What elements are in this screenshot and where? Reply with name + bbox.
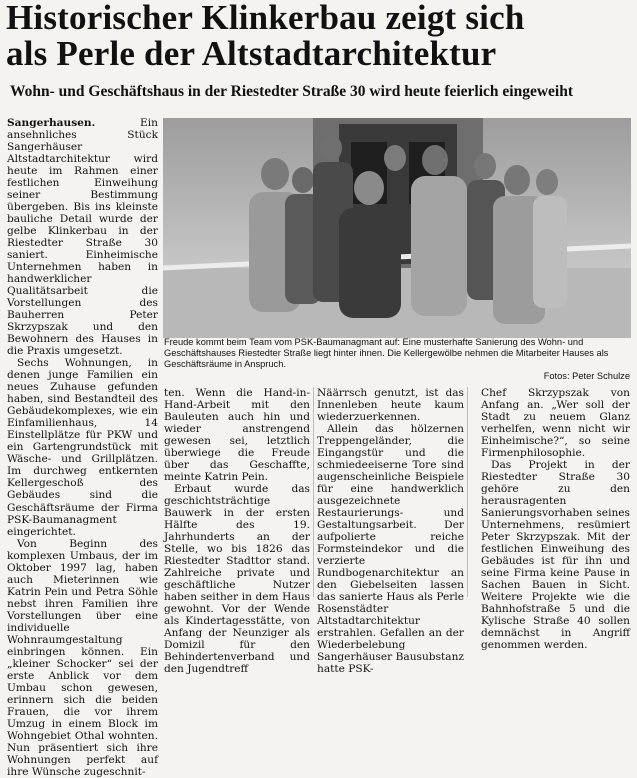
article-column-1 [7, 117, 158, 778]
col4-paragraph-1: Chef Skrzypszak von Anfang an. „Wer soll der Stadt zu neuem Glanz verhelfen, wenn nicht wir Einheimische?“, so seine Firmenphilosophie. [481, 387, 630, 460]
col4-paragraph-2: Das Projekt in der Riestedter Straße 30 gehöre zu den herausragenten Sanierungsvorhaben seines Unternehmens, resümiert Peter Skrzypszak. Mit der festlichen Einweihung des Gebäudes ist für ihn und seine Firma keine Pause in Sachen Bauen in Sicht. Weitere Projekte wie die Bahnhofstraße 5 und die Kylische Straße 40 sollen demnächst in Angriff genommen werden. [481, 459, 630, 652]
article-column-2 [164, 387, 310, 675]
headline [6, 0, 632, 72]
news-photo [163, 118, 631, 338]
column-divider-1 [313, 387, 314, 597]
col3-paragraph-2: Allein das hölzernen Treppengeländer, die Eingangstür und die schmiedeeiserne Tore sind augenscheinliche Beispiele für eine handwerklich ausgezeichnete Restaurierungs- und Gestaltungsarbeit. Der aufpolierte reiche Formsteindekor und die verzierte Rundbogenarchitektur an den Giebelseiten lassen das sanierte Haus als Perle Rosenstädter Altstadtarchitektur erstrahlen. Gefallen an der Wiederbelebung Sangerhäuser Bausubstanz hatte PSK- [317, 423, 464, 676]
photo-caption [164, 337, 630, 382]
col1-paragraph-1-text: Ein ansehnliches Stück Sangerhäuser Altstadtarchitektur wird heute im Rahmen einer festlichen Einweihung seiner Bestimmung übergeben. Bis ins kleinste bauliche Detail wurde der gelbe Klinkerbau in der Riestedter Straße 30 saniert. Einheimische Unternehmen haben in handwerklicher Qualitätsarbeit die Vorstellungen des Bauherren Peter Skrzypszak und den Bewohnern des Hauses in die Praxis umgesetzt. [7, 117, 158, 358]
col3-paragraph-1: Näärrsch genutzt, ist das Innenleben heute kaum wiederzuerkennen. [317, 387, 464, 424]
photo-caption-text: Freude kommt beim Team vom PSK-Baumanagmant auf: Eine musterhafte Sanierung des Wohn- und Geschäftshauses Riestedter Straße liegt hinter ihnen. Die Kellergewölbe nehmen die Mitarbeiter Hauses als Geschäftsräume in Anspruch. [164, 337, 609, 370]
dateline: Sangerhausen. [7, 117, 96, 129]
article-column-3 [317, 387, 464, 675]
col2-paragraph-1: ten. Wenn die Hand-in-Hand-Arbeit mit den Bauleuten auch hin und wieder anstrengend gewesen sei, letztlich überwiege die Freude über das Geschaffte, meinte Katrin Pein. [164, 387, 310, 484]
headline-line-1: Historischer Klinkerbau zeigt sich [6, 0, 525, 37]
group-photo-illustration [163, 118, 631, 338]
col1-paragraph-3: Von Beginn des komplexen Umbaus, der im Oktober 1997 lag, haben auch Mieterinnen wie Katrin Pein und Petra Söhle nebst ihren Familien ihre Vorstellungen über eine individuelle Wohnraumgestaltung einbringen können. Ein „kleiner Schocker“ sei der erste Anblick vor dem Umbau schon gewesen, erinnern sich die beiden Frauen, die vor ihrem Umzug in einem Block im Wohngebiet Othal wohnten. Nun präsentiert sich ihre Wohnungen perfekt auf ihre Wünsche zugeschnit- [7, 537, 158, 778]
article-column-4 [481, 387, 630, 651]
photo-credit: Fotos: Peter Schulze [543, 370, 630, 381]
col1-paragraph-2: Sechs Wohnungen, in denen junge Familien ein neues Zuhause gefunden haben, sind Bestandteil des Gebäudekomplexes, wie ein Einfamilienhaus, 14 Einstellplätze für PKW und ein Gartengrundstück mit Wäsche- und Grillplätzen. Im durchweg entkernten Kellergeschoß des Gebäudes sind die Geschäftsräume der Firma PSK-Baumanagment eingerichtet. [7, 357, 158, 538]
headline-line-2: als Perle der Altstadtarchitektur [6, 34, 497, 73]
col2-paragraph-2: Erbaut wurde das geschichtsträchtige Bauwerk in der ersten Hälfte des 19. Jahrhunderts an der Stelle, wo bis 1826 das Riestedter Stadttor stand. Zahlreiche private und geschäftliche Nutzer haben seither in dem Haus gewohnt. Vor der Wende als Kindertagesstätte, von Anfang der Neunziger als Domizil für den Behindertenverband und den Jugendtreff [164, 483, 310, 676]
col1-paragraph-1 [7, 117, 158, 357]
subheadline: Wohn- und Geschäftshaus in der Riestedter Straße 30 wird heute feierlich eingeweiht [10, 83, 574, 100]
column-divider-2 [467, 387, 468, 597]
